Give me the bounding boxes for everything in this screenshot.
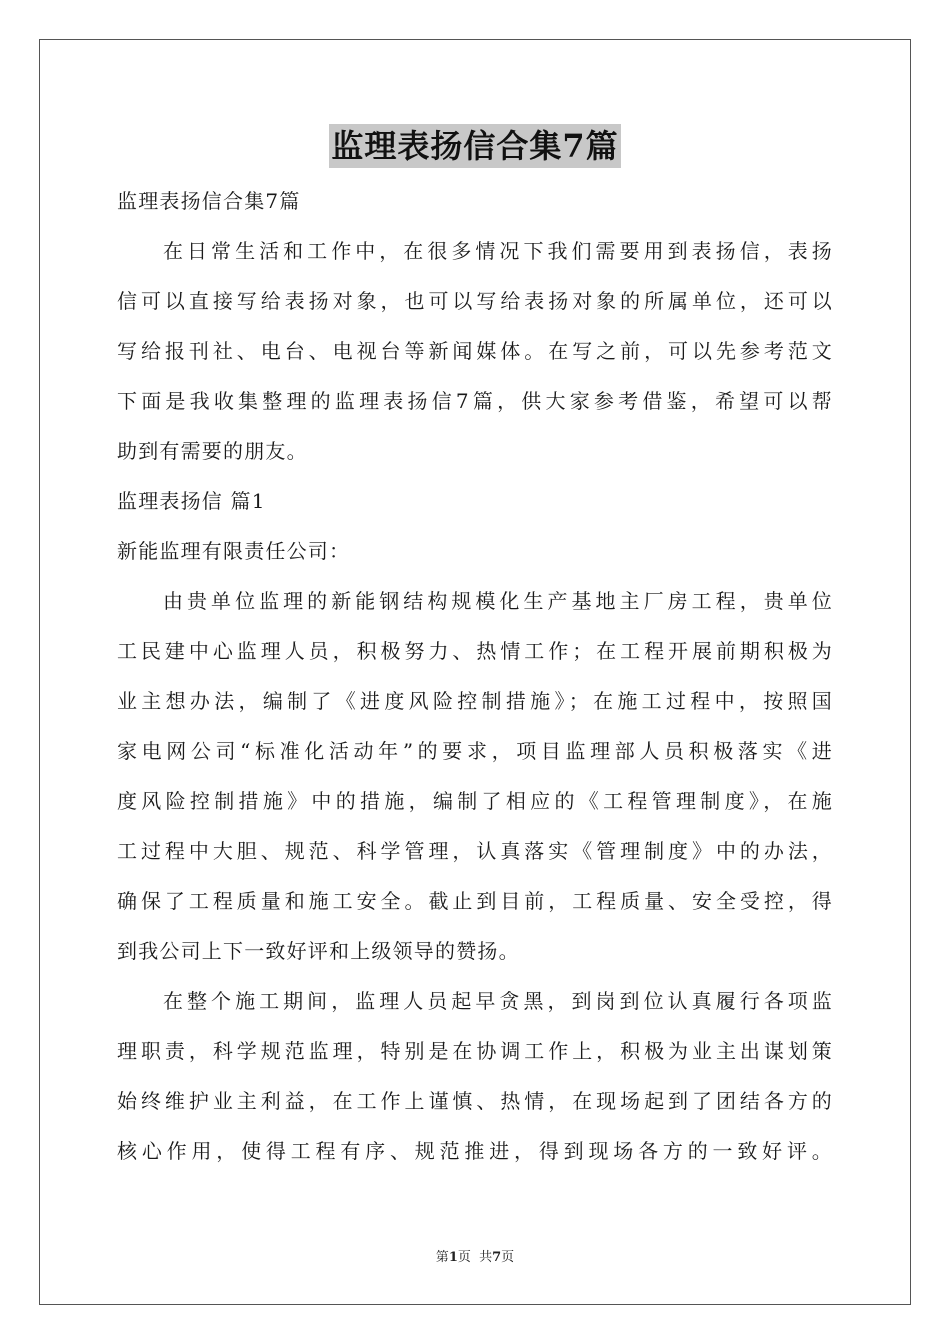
page-footer xyxy=(0,1246,950,1265)
footer-current-page: 1 xyxy=(448,1250,458,1265)
text-line: 家电网公司“标准化活动年”的要求，项目监理部人员积极落实《进 xyxy=(117,739,833,763)
text-line: 到我公司上下一致好评和上级领导的赞扬。 xyxy=(117,939,520,963)
footer-prefix: 第 xyxy=(435,1250,449,1265)
text-line: 工过程中大胆、规范、科学管理，认真落实《管理制度》中的办法， xyxy=(117,839,833,863)
text-line: 监理表扬信合集7篇 xyxy=(117,189,301,213)
text-line: 工民建中心监理人员，积极努力、热情工作；在工程开展前期积极为 xyxy=(117,639,833,663)
text-line: 由贵单位监理的新能钢结构规模化生产基地主厂房工程，贵单位 xyxy=(163,589,833,613)
text-line: 度风险控制措施》中的措施，编制了相应的《工程管理制度》，在施 xyxy=(117,789,833,813)
footer-total-pages: 7 xyxy=(492,1250,502,1265)
text-line: 信可以直接写给表扬对象，也可以写给表扬对象的所属单位，还可以 xyxy=(117,289,833,313)
text-line: 写给报刊社、电台、电视台等新闻媒体。在写之前，可以先参考范文 xyxy=(117,339,833,363)
text-line: 确保了工程质量和施工安全。截止到目前，工程质量、安全受控，得 xyxy=(117,889,833,913)
footer-mid: 页 共 xyxy=(457,1250,493,1265)
text-line: 核心作用，使得工程有序、规范推进，得到现场各方的一致好评。 xyxy=(117,1139,833,1163)
footer-suffix: 页 xyxy=(501,1250,515,1265)
document-title: 监理表扬信合集7篇 xyxy=(329,124,620,168)
text-line: 在日常生活和工作中，在很多情况下我们需要用到表扬信，表扬 xyxy=(163,239,833,263)
text-line: 理职责，科学规范监理，特别是在协调工作上，积极为业主出谋划策 xyxy=(117,1039,833,1063)
document-body xyxy=(117,176,833,1176)
text-line: 新能监理有限责任公司： xyxy=(117,539,351,563)
text-line: 始终维护业主利益，在工作上谨慎、热情，在现场起到了团结各方的 xyxy=(117,1089,833,1113)
text-line: 在整个施工期间，监理人员起早贪黑，到岗到位认真履行各项监 xyxy=(163,989,833,1013)
text-line: 助到有需要的朋友。 xyxy=(117,439,308,463)
text-line: 监理表扬信 篇1 xyxy=(117,489,266,513)
text-line: 下面是我收集整理的监理表扬信7篇，供大家参考借鉴，希望可以帮 xyxy=(117,389,833,413)
text-line: 业主想办法，编制了《进度风险控制措施》；在施工过程中，按照国 xyxy=(117,689,833,713)
title-wrap xyxy=(0,124,950,168)
